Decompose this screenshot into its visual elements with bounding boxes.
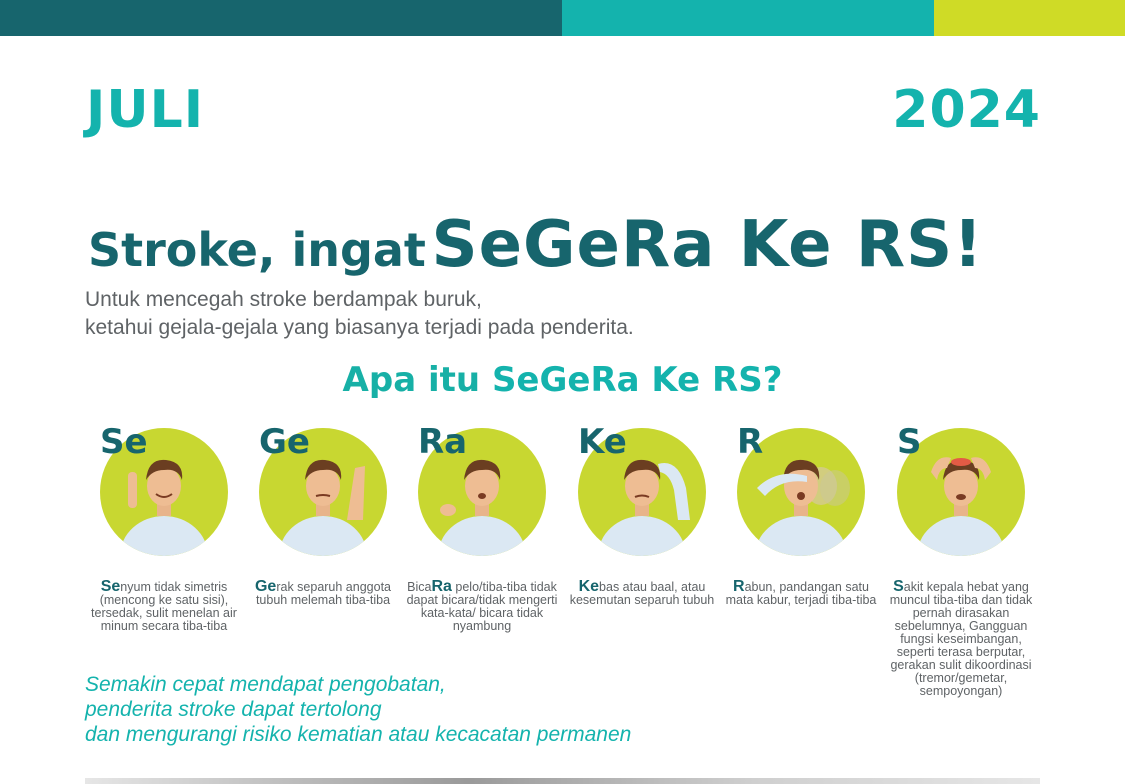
month-label: JULI [86,80,205,140]
step-letter: S [897,422,922,462]
year-label: 2024 [892,80,1041,140]
step-letter: R [737,422,764,462]
intro-text [85,286,634,342]
desc-rest: abun, pandangan satu mata kabur, terjadi tiba-tiba [725,580,877,607]
section-question [0,360,1125,400]
headline-lead: Stroke, ingat [88,223,426,277]
question-part-2: SeGeRa Ke RS? [491,360,783,400]
desc-before: Bica [407,580,432,594]
headline [88,208,983,282]
desc-key: S [893,578,904,595]
desc-rest: bas atau baal, atau kesemutan separuh tubuh [569,580,715,607]
step-description [406,580,558,633]
closing-line-1: Semakin cepat mendapat pengobatan, [85,673,446,696]
bottom-divider [85,778,1040,784]
step-letter: Ge [259,422,310,462]
desc-key: R [733,578,745,595]
step-r [725,420,885,730]
step-letter: Ke [578,422,627,462]
desc-rest: akit kepala hebat yang muncul tiba-tiba dan tidak pernah dirasakan sebelumnya, Gangguan fungsi keseimbangan, seperti terasa berputar, gerakan sulit dikoordinasi (tremor/gemetar, sempoyongan) [889,580,1033,698]
step-description [885,580,1037,698]
top-bar-lime [934,0,1125,36]
step-letter: Ra [418,422,468,462]
step-description [88,580,240,633]
desc-key: Se [100,578,121,595]
step-s [885,420,1045,730]
question-part-1: Apa itu [342,360,481,400]
desc-rest: pelo/tiba-tiba tidak dapat bicara/tidak mengerti kata-kata/ bicara tidak nyambung [406,580,558,633]
intro-line-2: ketahui gejala-gejala yang biasanya terjadi pada penderita. [85,316,634,339]
step-description [247,580,399,607]
intro-line-1: Untuk mencegah stroke berdampak buruk, [85,288,482,311]
closing-line-3: dan mengurangi risiko kematian atau kecacatan permanen [85,723,632,746]
step-letter: Se [100,422,148,462]
desc-rest: rak separuh anggota tubuh melemah tiba-tiba [255,580,391,607]
top-bar-teal [562,0,934,36]
top-color-bar [0,0,1125,36]
top-bar-dark-teal [0,0,562,36]
step-description [566,580,718,607]
desc-rest: nyum tidak simetris (mencong ke satu sisi), tersedak, sulit menelan air minum secara tiba-tiba [91,580,237,633]
headline-emphasis: SeGeRa Ke RS! [431,208,984,282]
closing-line-2: penderita stroke dapat tertolong [85,698,382,721]
desc-key: Ra [431,578,452,595]
desc-key: Ke [578,578,600,595]
step-description [725,580,877,607]
closing-message [85,672,631,747]
desc-key: Ge [254,578,277,595]
